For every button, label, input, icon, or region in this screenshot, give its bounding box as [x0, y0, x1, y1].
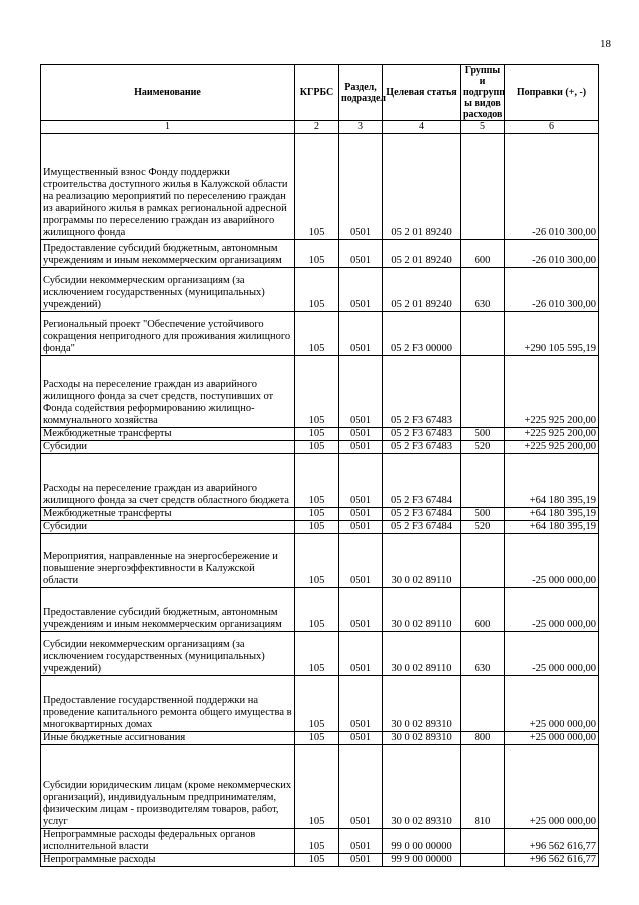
row-group	[461, 356, 505, 428]
row-amount: -26 010 300,00	[505, 134, 599, 240]
row-name: Мероприятия, направленные на энергосбережение и повышение энергоэффективности в Калужской области	[41, 534, 295, 588]
row-amount: -26 010 300,00	[505, 268, 599, 312]
row-kgrbs: 105	[295, 508, 339, 521]
table-row	[41, 829, 599, 854]
row-kgrbs: 105	[295, 428, 339, 441]
row-group	[461, 312, 505, 356]
row-group	[461, 829, 505, 854]
row-amount: +25 000 000,00	[505, 732, 599, 745]
table-row	[41, 508, 599, 521]
row-section: 0501	[339, 854, 383, 867]
row-group	[461, 534, 505, 588]
row-name: Субсидии некоммерческим организациям (за исключением государственных (муниципальных) учреждений)	[41, 632, 295, 676]
row-name: Субсидии некоммерческим организациям (за исключением государственных (муниципальных) учреждений)	[41, 268, 295, 312]
row-amount: -25 000 000,00	[505, 588, 599, 632]
row-article: 30 0 02 89310	[383, 732, 461, 745]
row-group	[461, 854, 505, 867]
table-row	[41, 632, 599, 676]
row-section: 0501	[339, 745, 383, 829]
row-section: 0501	[339, 521, 383, 534]
row-group: 600	[461, 588, 505, 632]
table-row	[41, 441, 599, 454]
row-kgrbs: 105	[295, 829, 339, 854]
col-number: 4	[383, 121, 461, 134]
row-name: Межбюджетные трансферты	[41, 508, 295, 521]
row-article: 99 9 00 00000	[383, 854, 461, 867]
row-section: 0501	[339, 428, 383, 441]
row-section: 0501	[339, 732, 383, 745]
row-kgrbs: 105	[295, 732, 339, 745]
row-section: 0501	[339, 829, 383, 854]
page-number: 18	[600, 38, 611, 50]
row-name: Расходы на переселение граждан из аварийного жилищного фонда за счет средств областного бюджета	[41, 454, 295, 508]
row-article: 30 0 02 89110	[383, 632, 461, 676]
row-kgrbs: 105	[295, 441, 339, 454]
table-row	[41, 268, 599, 312]
row-section: 0501	[339, 588, 383, 632]
row-kgrbs: 105	[295, 521, 339, 534]
row-kgrbs: 105	[295, 454, 339, 508]
table-row	[41, 745, 599, 829]
row-group	[461, 134, 505, 240]
table-row	[41, 240, 599, 268]
row-kgrbs: 105	[295, 534, 339, 588]
row-name: Субсидии юридическим лицам (кроме некоммерческих организаций), индивидуальным предпринимателям, физическим лицам - производителям товаров, работ, услуг	[41, 745, 295, 829]
row-group: 500	[461, 428, 505, 441]
row-kgrbs: 105	[295, 854, 339, 867]
row-amount: +225 925 200,00	[505, 441, 599, 454]
row-name: Региональный проект "Обеспечение устойчивого сокращения непригодного для проживания жилищного фонда"	[41, 312, 295, 356]
row-article: 05 2 F3 67484	[383, 454, 461, 508]
row-section: 0501	[339, 240, 383, 268]
col-number: 5	[461, 121, 505, 134]
table-row	[41, 134, 599, 240]
row-group: 810	[461, 745, 505, 829]
row-section: 0501	[339, 268, 383, 312]
row-article: 05 2 F3 67483	[383, 428, 461, 441]
row-name: Расходы на переселение граждан из аварийного жилищного фонда за счет средств, поступивших от Фонда содействия реформированию жилищно-коммунального хозяйства	[41, 356, 295, 428]
table-row	[41, 676, 599, 732]
column-numbers-row	[41, 121, 599, 134]
row-amount: -26 010 300,00	[505, 240, 599, 268]
row-amount: +290 105 595,19	[505, 312, 599, 356]
row-section: 0501	[339, 454, 383, 508]
row-name: Иные бюджетные ассигнования	[41, 732, 295, 745]
row-article: 05 2 F3 67484	[383, 508, 461, 521]
row-article: 05 2 F3 67483	[383, 356, 461, 428]
row-group: 800	[461, 732, 505, 745]
row-kgrbs: 105	[295, 676, 339, 732]
header-section: Раздел, подраздел	[339, 65, 383, 121]
row-group: 630	[461, 268, 505, 312]
row-amount: +25 000 000,00	[505, 676, 599, 732]
row-section: 0501	[339, 312, 383, 356]
row-group: 500	[461, 508, 505, 521]
row-kgrbs: 105	[295, 240, 339, 268]
row-amount: -25 000 000,00	[505, 632, 599, 676]
col-number: 3	[339, 121, 383, 134]
row-amount: +64 180 395,19	[505, 508, 599, 521]
row-group: 520	[461, 521, 505, 534]
table-row	[41, 428, 599, 441]
col-number: 2	[295, 121, 339, 134]
row-kgrbs: 105	[295, 134, 339, 240]
row-amount: +225 925 200,00	[505, 356, 599, 428]
row-name: Предоставление субсидий бюджетным, автономным учреждениям и иным некоммерческим организациям	[41, 240, 295, 268]
header-amendments: Поправки (+, -)	[505, 65, 599, 121]
row-kgrbs: 105	[295, 588, 339, 632]
row-article: 05 2 F3 67483	[383, 441, 461, 454]
header-group: Группы и подгрупп ы видов расходов	[461, 65, 505, 121]
row-article: 05 2 01 89240	[383, 268, 461, 312]
row-group	[461, 676, 505, 732]
col-number: 6	[505, 121, 599, 134]
header-kgrbs: КГРБС	[295, 65, 339, 121]
budget-amendments-table	[40, 64, 599, 867]
row-amount: +225 925 200,00	[505, 428, 599, 441]
col-number: 1	[41, 121, 295, 134]
row-section: 0501	[339, 356, 383, 428]
row-section: 0501	[339, 441, 383, 454]
row-section: 0501	[339, 676, 383, 732]
row-section: 0501	[339, 508, 383, 521]
row-group: 520	[461, 441, 505, 454]
table-row	[41, 356, 599, 428]
row-amount: +25 000 000,00	[505, 745, 599, 829]
row-amount: +64 180 395,19	[505, 454, 599, 508]
row-article: 05 2 F3 67484	[383, 521, 461, 534]
row-article: 99 0 00 00000	[383, 829, 461, 854]
table-row	[41, 534, 599, 588]
row-article: 05 2 F3 00000	[383, 312, 461, 356]
row-name: Предоставление субсидий бюджетным, автономным учреждениям и иным некоммерческим организациям	[41, 588, 295, 632]
row-section: 0501	[339, 534, 383, 588]
table-row	[41, 312, 599, 356]
row-name: Субсидии	[41, 521, 295, 534]
row-section: 0501	[339, 632, 383, 676]
row-kgrbs: 105	[295, 745, 339, 829]
table-row	[41, 732, 599, 745]
table-row	[41, 521, 599, 534]
row-kgrbs: 105	[295, 312, 339, 356]
row-name: Предоставление государственной поддержки на проведение капитального ремонта общего имущества в многоквартирных домах	[41, 676, 295, 732]
table-row	[41, 854, 599, 867]
row-kgrbs: 105	[295, 632, 339, 676]
row-group: 600	[461, 240, 505, 268]
row-name: Непрограммные расходы федеральных органов исполнительной власти	[41, 829, 295, 854]
row-section: 0501	[339, 134, 383, 240]
table-row	[41, 454, 599, 508]
row-article: 30 0 02 89310	[383, 676, 461, 732]
row-amount: +96 562 616,77	[505, 829, 599, 854]
row-name: Имущественный взнос Фонду поддержки строительства доступного жилья в Калужской области на реализацию мероприятий по переселению граждан из аварийного жилья в рамках региональной адресной программы по переселению граждан из аварийного жилищного фонда	[41, 134, 295, 240]
row-article: 05 2 01 89240	[383, 134, 461, 240]
row-amount: +64 180 395,19	[505, 521, 599, 534]
header-article: Целевая статья	[383, 65, 461, 121]
row-article: 30 0 02 89110	[383, 588, 461, 632]
row-group	[461, 454, 505, 508]
row-name: Непрограммные расходы	[41, 854, 295, 867]
row-article: 30 0 02 89110	[383, 534, 461, 588]
header-name: Наименование	[41, 65, 295, 121]
row-article: 30 0 02 89310	[383, 745, 461, 829]
header-row	[41, 65, 599, 121]
row-group: 630	[461, 632, 505, 676]
row-amount: -25 000 000,00	[505, 534, 599, 588]
row-article: 05 2 01 89240	[383, 240, 461, 268]
row-name: Межбюджетные трансферты	[41, 428, 295, 441]
row-name: Субсидии	[41, 441, 295, 454]
row-kgrbs: 105	[295, 356, 339, 428]
row-amount: +96 562 616,77	[505, 854, 599, 867]
table-row	[41, 588, 599, 632]
row-kgrbs: 105	[295, 268, 339, 312]
